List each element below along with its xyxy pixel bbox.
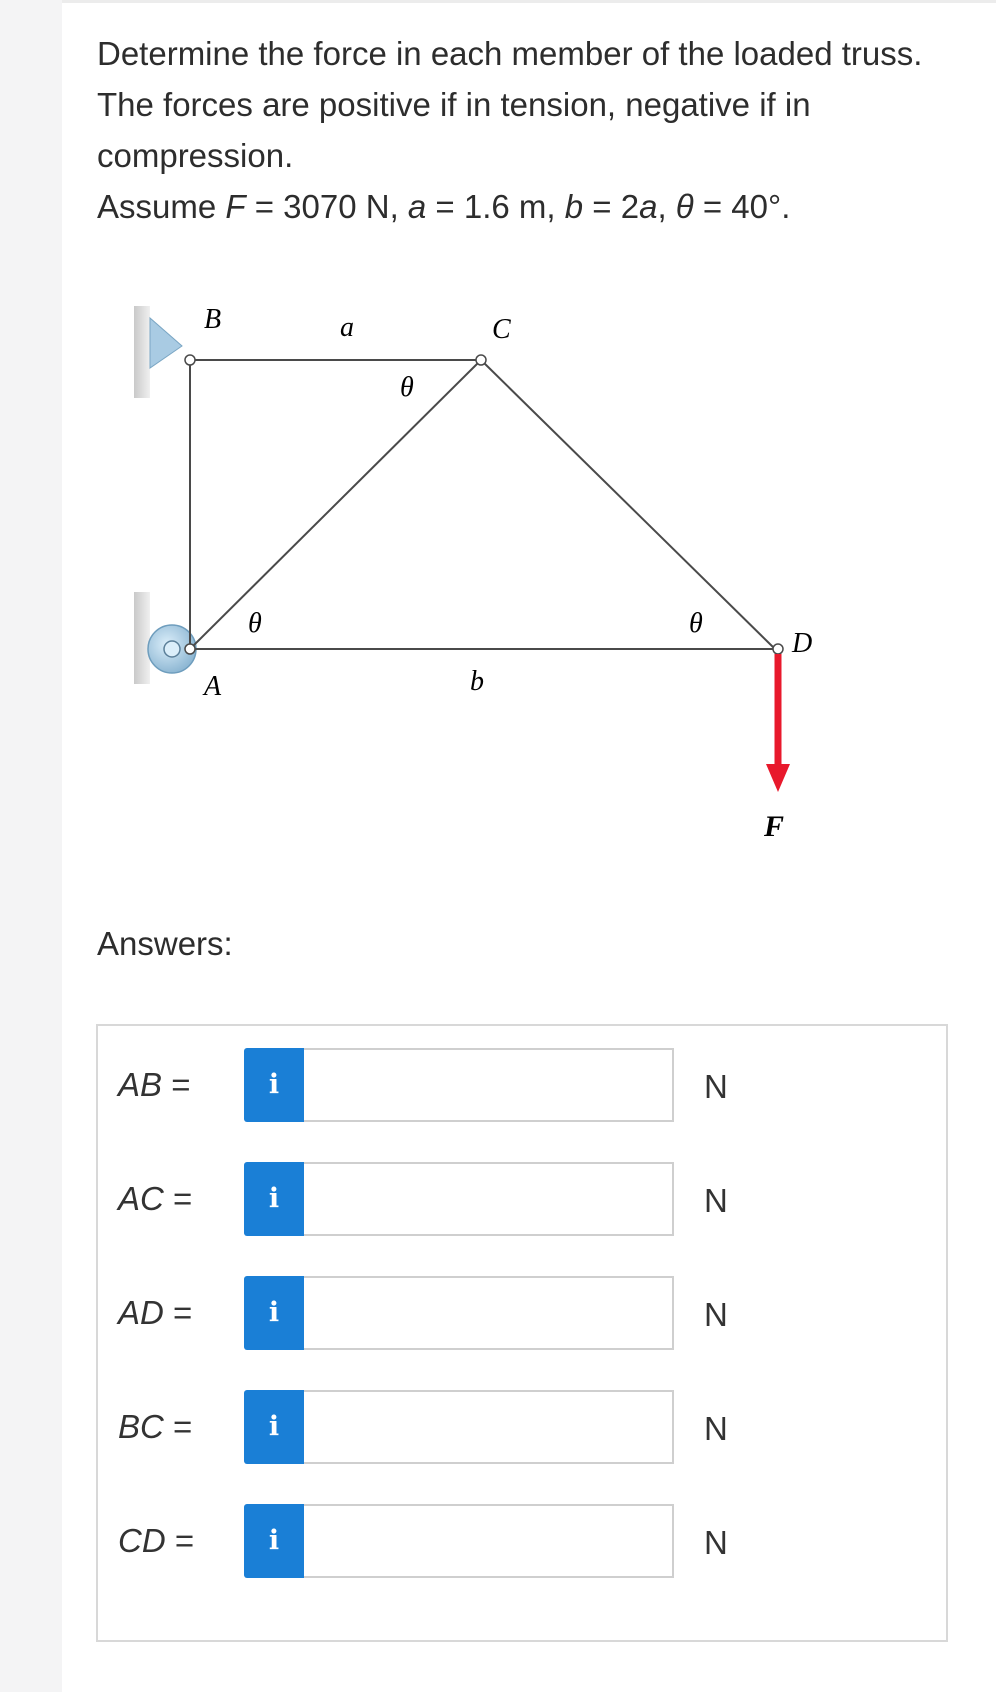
theta-symbol: θ xyxy=(675,188,694,225)
problem-assumptions xyxy=(97,181,947,232)
joint-D xyxy=(773,644,783,654)
support-B xyxy=(150,318,182,368)
answer-input-AC[interactable] xyxy=(304,1162,674,1236)
b-value: = 2 xyxy=(583,188,640,225)
theta-value: = 40°. xyxy=(693,188,791,225)
label-A: A xyxy=(204,671,222,702)
label-theta-top: θ xyxy=(400,372,414,403)
answer-input-AB[interactable] xyxy=(304,1048,674,1122)
label-theta-left: θ xyxy=(248,608,262,639)
answer-input-BC[interactable] xyxy=(304,1390,674,1464)
answer-row-AD xyxy=(98,1276,946,1352)
unit-label: N xyxy=(704,1182,728,1219)
answer-label-CD: CD = xyxy=(118,1522,195,1559)
truss-diagram xyxy=(120,292,840,862)
unit-label: N xyxy=(704,1068,728,1105)
info-button[interactable]: i xyxy=(244,1276,304,1350)
label-B: B xyxy=(204,304,222,335)
answer-row-BC xyxy=(98,1390,946,1466)
info-button[interactable]: i xyxy=(244,1390,304,1464)
force-symbol: F xyxy=(225,188,246,225)
support-A-hub xyxy=(164,641,180,657)
answer-input-CD[interactable] xyxy=(304,1504,674,1578)
info-button[interactable]: i xyxy=(244,1162,304,1236)
a-value: = 1.6 m, xyxy=(426,188,565,225)
label-a: a xyxy=(340,312,354,343)
b-a-symbol: a xyxy=(639,188,658,225)
joint-B xyxy=(185,355,195,365)
a-symbol: a xyxy=(407,188,427,225)
answer-label-AD: AD = xyxy=(118,1294,193,1331)
theta-separator: , xyxy=(657,188,676,225)
b-symbol: b xyxy=(564,188,584,225)
label-F: F xyxy=(764,810,785,843)
answer-label-AB: AB = xyxy=(118,1066,191,1103)
answer-label-BC: BC = xyxy=(118,1408,193,1445)
top-divider xyxy=(62,0,996,3)
force-arrowhead xyxy=(766,764,790,792)
label-D: D xyxy=(792,628,813,659)
wall-top xyxy=(134,306,150,398)
wall-bottom xyxy=(134,592,150,684)
joint-C xyxy=(476,355,486,365)
info-button[interactable]: i xyxy=(244,1504,304,1578)
unit-label: N xyxy=(704,1524,728,1561)
label-theta-right: θ xyxy=(689,608,703,639)
unit-label: N xyxy=(704,1410,728,1447)
problem-statement xyxy=(97,28,947,232)
member-CD xyxy=(481,360,775,649)
answer-label-AC: AC = xyxy=(118,1180,193,1217)
answer-input-AD[interactable] xyxy=(304,1276,674,1350)
force-value: = 3070 N, xyxy=(245,188,408,225)
answer-row-AC xyxy=(98,1162,946,1238)
assume-prefix: Assume xyxy=(97,188,226,225)
info-button[interactable]: i xyxy=(244,1048,304,1122)
label-C: C xyxy=(492,314,511,345)
answers-panel xyxy=(96,1024,948,1642)
unit-label: N xyxy=(704,1296,728,1333)
member-AC xyxy=(190,360,481,649)
label-b: b xyxy=(470,666,484,697)
answer-row-AB xyxy=(98,1048,946,1124)
joint-A xyxy=(185,644,195,654)
answers-heading: Answers: xyxy=(97,925,233,962)
problem-text: Determine the force in each member of the loaded truss. The forces are positive if in tension, negative if in compression. xyxy=(97,35,923,174)
answer-row-CD xyxy=(98,1504,946,1580)
